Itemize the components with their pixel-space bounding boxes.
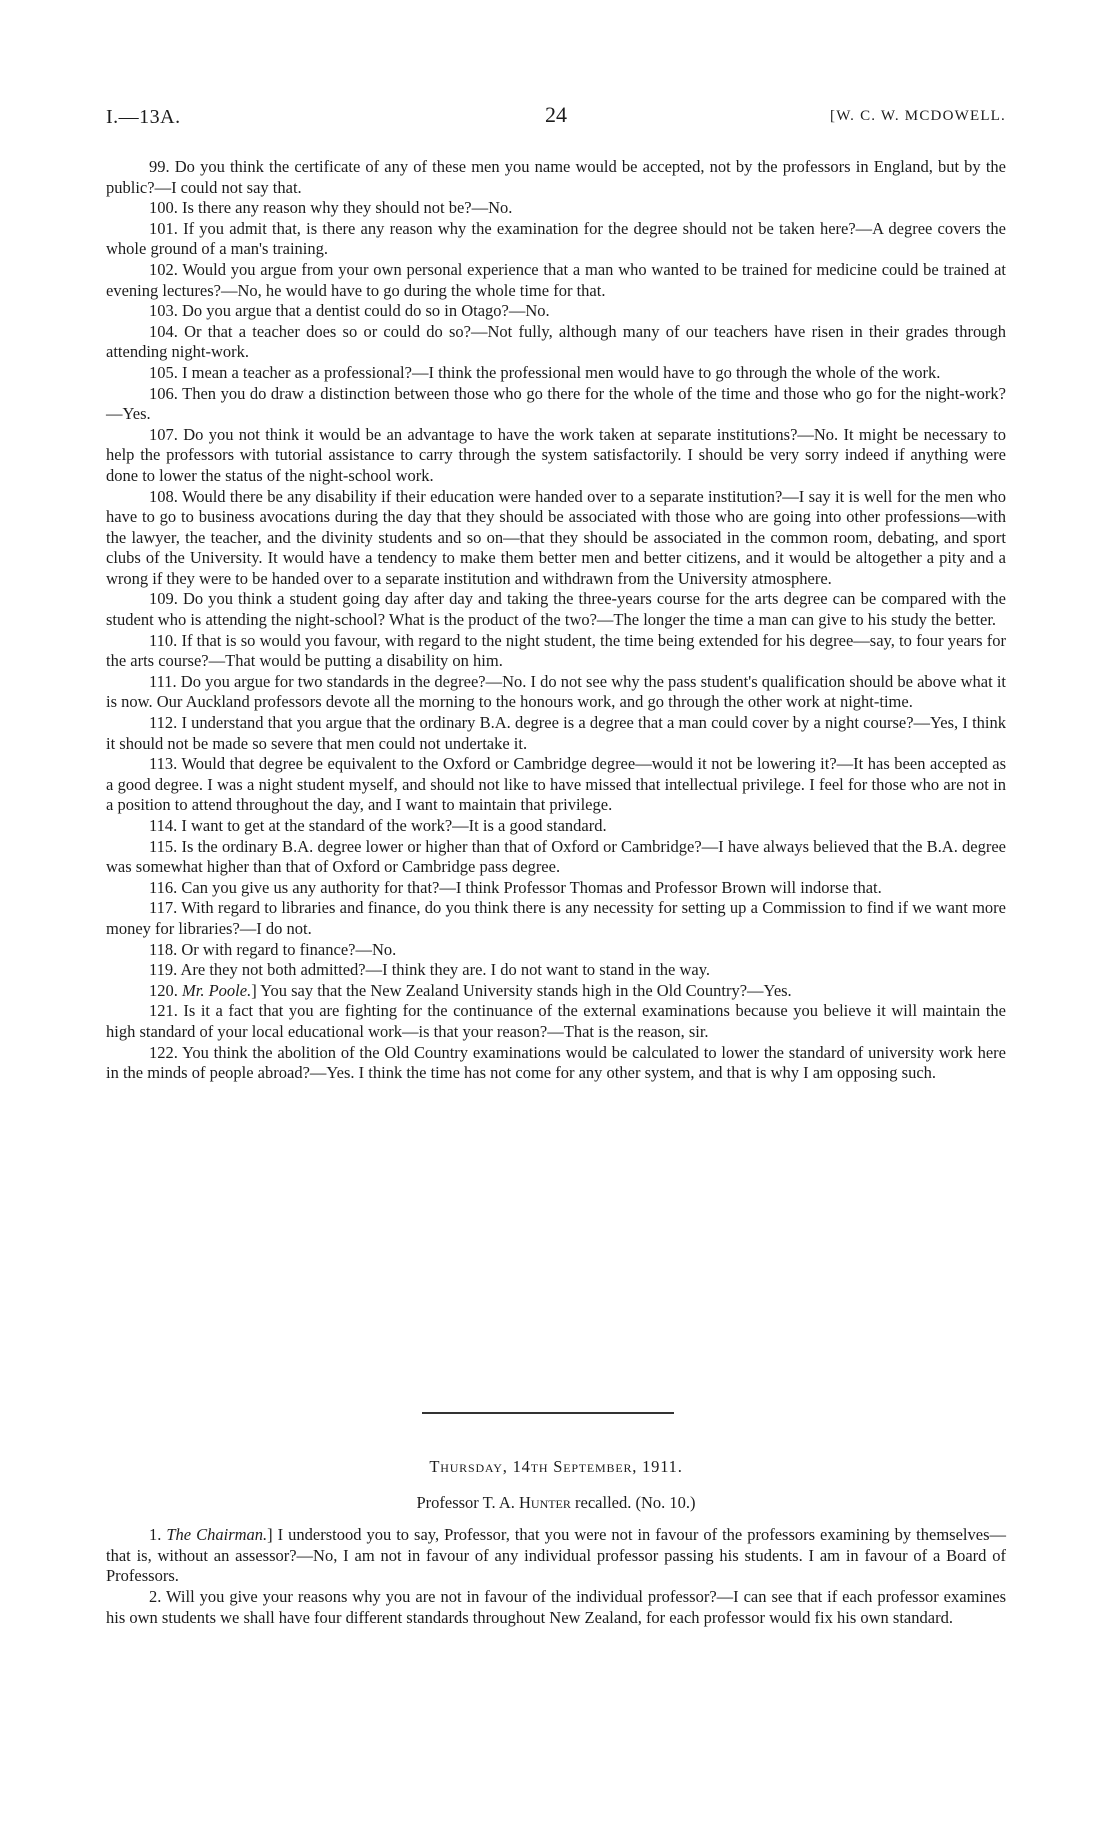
speaker-name: Mr. Poole. (182, 980, 252, 1000)
question-106: 106. Then you do draw a distinction between those who go there for the whole of the time and those who go for the night-work?—Yes. (106, 383, 1006, 424)
question-111: 111. Do you argue for two standards in the degree?—No. I do not see why the pass student's qualification should be above what it is now. Our Auckland professors devote all the morning to the honours work, and go through the other work at night-time. (106, 671, 1006, 712)
question-number: 1. (149, 1525, 162, 1545)
witness-heading (106, 1493, 1006, 1514)
question-117: 117. With regard to libraries and finance, do you think there is any necessity for setting up a Commission to find if we want more money for libraries?—I do not. (106, 898, 1006, 938)
question-99: 99. Do you think the certificate of any of these men you name would be accepted, not by the professors in England, but by the public?—I could not say that. (106, 157, 1006, 197)
page-header (106, 102, 1006, 136)
new-sitting-section (106, 1457, 1006, 1628)
question-112: 112. I understand that you argue that the ordinary B.A. degree is a degree that a man could cover by a night course?—Yes, I think it should not be made so severe that men could not undertake it. (106, 713, 1006, 753)
evidence-body (106, 157, 1006, 1084)
question-120 (106, 981, 1006, 1002)
question-116: 116. Can you give us any authority for that?—I think Professor Thomas and Professor Brown will indorse that. (149, 877, 882, 897)
sitting-day: Thursday (429, 1457, 503, 1476)
speaker-name: The Chairman. (166, 1525, 268, 1545)
question-number: 120. (149, 980, 178, 1000)
sitting-date-text: , 14th September, 1911. (502, 1457, 683, 1476)
question-122: 122. You think the abolition of the Old Country examinations would be calculated to lower the standard of university work here in the minds of people abroad?—Yes. I think the time has not come for any other system, and that is why I am opposing such. (106, 1042, 1006, 1083)
page-number: 24 (545, 102, 567, 127)
question-107: 107. Do you not think it would be an advantage to have the work taken at separate institutions?—No. It might be necessary to help the professors with tutorial assistance to carry through the system satisfactorily. I should be very sorry indeed if anything were done to lower the status of the night-school work. (106, 424, 1006, 485)
question-100: 100. Is there any reason why they should not be?—No. (149, 198, 513, 218)
question-118: 118. Or with regard to finance?—No. (149, 939, 397, 959)
question-103: 103. Do you argue that a dentist could do so in Otago?—No. (149, 301, 550, 321)
witness-surname: Hunter (518, 1492, 571, 1512)
question-104: 104. Or that a teacher does so or could do so?—Not fully, although many of our teachers have risen in their grades through attending night-work. (106, 321, 1006, 362)
question-114: 114. I want to get at the standard of the work?—It is a good standard. (149, 816, 607, 835)
question-108: 108. Would there be any disability if their education were handed over to a separate institution?—I say it is well for the men who have to go to business avocations during the day that they should be associated with those who are going into other professions—with the lawyer, the teacher, and the divinity students and so on—that they should be associated in the common room, debating, and sport clubs of the University. It would have a tendency to make them better men and better citizens, and it would be altogether a pity and a wrong if they were to be handed over to a separate institution and withdrawn from the University atmosphere. (106, 486, 1006, 588)
question-121: 121. Is it a fact that you are fighting for the continuance of the external examinations because you believe it will maintain the high standard of your local educational work—is that your reason?—That is the reason, sir. (106, 1001, 1006, 1041)
question-119: 119. Are they not both admitted?—I think they are. I do not want to stand in the way. (149, 960, 711, 980)
sitting-date (106, 1457, 1006, 1478)
hunter-question-1 (106, 1525, 1006, 1587)
question-113: 113. Would that degree be equivalent to the Oxford or Cambridge degree—would it not be lowering it?—It has been accepted as a good degree. I was a night student myself, and should not like to have missed that intellectual privilege. I feel for those who are not in a position to attend throughout the day, and I want to maintain that privilege. (106, 754, 1006, 815)
witness-title: Professor T. A. (416, 1492, 519, 1512)
section-divider (422, 1412, 674, 1414)
question-110: 110. If that is so would you favour, with regard to the night student, the time being extended for his degree—say, to four years for the arts course?—That would be putting a disability on him. (106, 630, 1006, 671)
question-115: 115. Is the ordinary B.A. degree lower or higher than that of Oxford or Cambridge?—I have always believed that the B.A. degree was somewhat higher than that of Oxford or Cambridge pass degree. (106, 836, 1006, 877)
report-reference: I.—13A. (106, 106, 181, 128)
question-109: 109. Do you think a student going day after day and taking the three-years course for the arts degree can be compared with the student who is attending the night-school? What is the product of the two?—The longer the time a man can give to his study the better. (106, 589, 1006, 630)
witness-running-head: [W. C. W. MCDOWELL. (830, 108, 1006, 124)
question-105: 105. I mean a teacher as a professional?—I think the professional men would have to go through the whole of the work. (149, 362, 941, 382)
question-102: 102. Would you argue from your own personal experience that a man who wanted to be trained for medicine could be trained at evening lectures?—No, he would have to go during the whole time for that. (106, 259, 1006, 300)
question-text: ] I understood you to say, Professor, that you were not in favour of the professors examining by themselves—that is, without an assessor?—No, I am not in favour of any individual professor passing his students. I am in favour of a Board of Professors. (106, 1525, 1006, 1586)
question-text: ] You say that the New Zealand University stands high in the Old Country?—Yes. (251, 980, 792, 1000)
witness-suffix: recalled. (No. 10.) (570, 1492, 696, 1512)
question-101: 101. If you admit that, is there any reason why the examination for the degree should not be taken here?—A degree covers the whole ground of a man's training. (106, 218, 1006, 259)
hunter-question-2: 2. Will you give your reasons why you are not in favour of the individual professor?—I can see that if each professor examines his own students we shall have four different standards throughout New Zealand, for each professor would fix his own standard. (106, 1586, 1006, 1627)
